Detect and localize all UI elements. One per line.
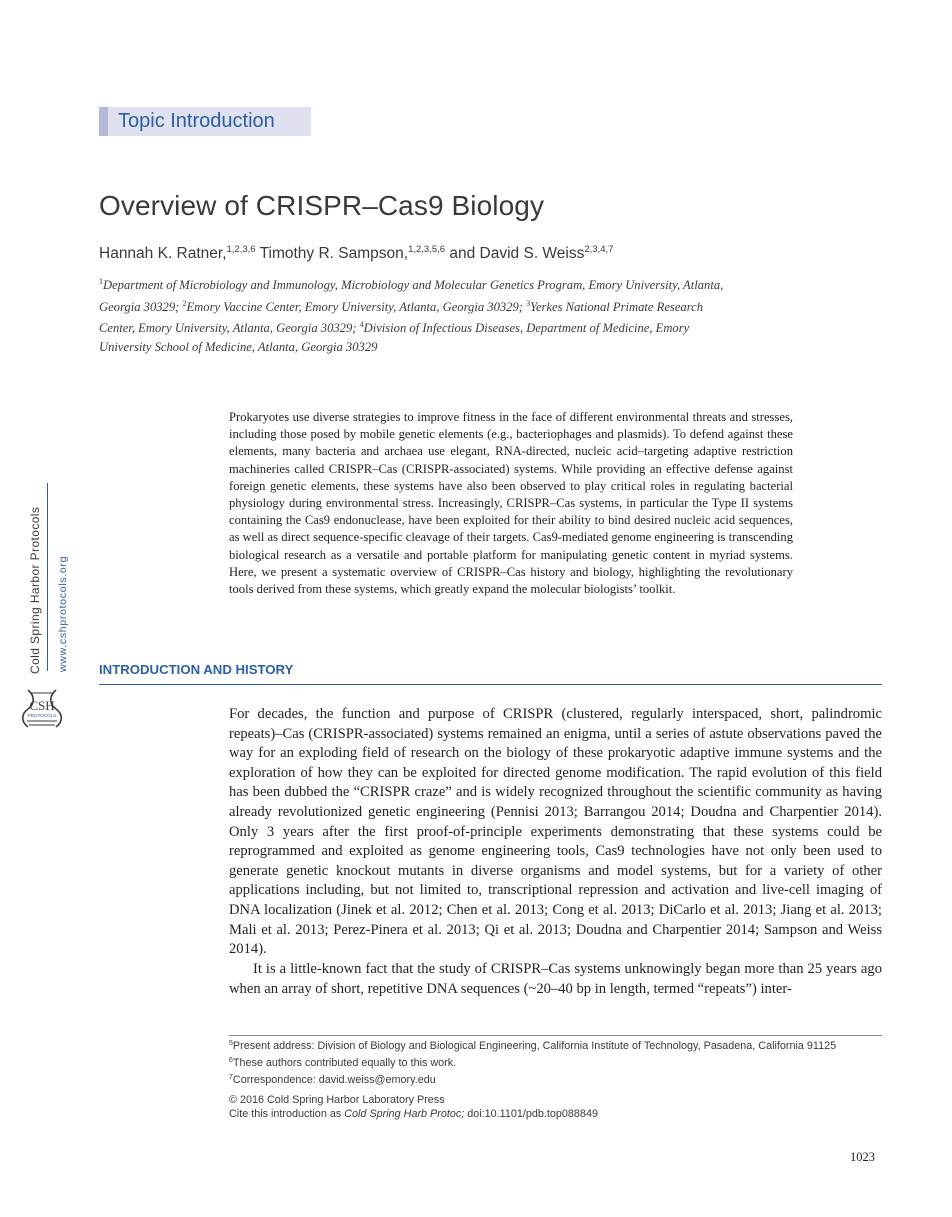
footnote-divider xyxy=(229,1035,882,1036)
affiliation-text: Department of Microbiology and Immunology, Microbiology and Molecular Genetics Program, Emory University, Atlanta, Georgia 30329; xyxy=(99,278,724,314)
footnote-mark: 7 xyxy=(229,1074,233,1081)
author-affiliation-marks: 2,3,4,7 xyxy=(584,244,614,255)
footnote-mark: 5 xyxy=(229,1040,233,1047)
footnote-present-address xyxy=(229,1040,836,1052)
author-name: Hannah K. Ratner, xyxy=(99,245,227,262)
affiliations xyxy=(99,273,739,357)
section-divider xyxy=(99,684,882,685)
affiliation-text: Yerkes National Primate Research Center, Emory University, Atlanta, Georgia 30329; xyxy=(99,299,704,336)
sidebar-journal-url[interactable]: www.cshprotocols.org xyxy=(57,555,69,672)
body-paragraph: For decades, the function and purpose of CRISPR (clustered, regularly interspaced, short, palindromic repeats)–Cas (CRISPR-associated) systems remained an enigma, until a series of astute observations paved the way for an exploding field of research on the biology of these prokaryotic adaptive immune systems and the exploration of how they can be exploited for directed genome modification. The rapid evolution of this field has been dubbed the “CRISPR craze” and is widely recognized throughout the scientific community as having already revolutionized genetic engineering (Pennisi 2013; Barrangou 2014; Doudna and Charpentier 2014). Only 3 years after the first proof-of-principle experiments demonstrating that these systems could be reprogrammed and exploited as genome engineering tools, Cas9 technologies have not only been used to generate genetic knockout mutants in diverse organisms and model systems, but for a variety of other applications including, but not limited to, transcriptional repression and activation and live-cell imaging of DNA localization (Jinek et al. 2012; Chen et al. 2013; Cong et al. 2013; DiCarlo et al. 2013; Jiang et al. 2013; Mali et al. 2013; Perez-Pinera et al. 2013; Qi et al. 2013; Doudna and Charpentier 2014; Sampson and Weiss 2014). xyxy=(229,706,882,958)
body-paragraph: It is a little-known fact that the study of CRISPR–Cas systems unknowingly began more than 25 years ago when an array of short, repetitive DNA sequences (~20–40 bp in length, termed “repeats”) inter- xyxy=(229,961,882,997)
sidebar-divider xyxy=(47,483,48,671)
author-affiliation-marks: 1,2,3,5,6 xyxy=(408,244,446,255)
logo-subtext: PROTOCOLS xyxy=(27,713,57,718)
csh-protocols-logo xyxy=(19,684,65,730)
affiliation-mark: 2 xyxy=(182,298,187,308)
author-name: and David S. Weiss xyxy=(449,245,585,262)
footnote-text: Correspondence: david.weiss@emory.edu xyxy=(232,1074,436,1086)
affiliation-mark: 4 xyxy=(359,320,364,330)
footnote-mark: 6 xyxy=(229,1057,233,1064)
affiliation-mark: 3 xyxy=(526,298,531,308)
citation-prefix: Cite this introduction as xyxy=(229,1108,345,1120)
page-number: 1023 xyxy=(850,1150,875,1164)
citation-line xyxy=(229,1108,598,1120)
footnote-text: Present address: Division of Biology and Biological Engineering, California Institute of Technology, Pasadena, California 91125 xyxy=(232,1040,837,1052)
citation-doi: doi:10.1101/pdb.top088849 xyxy=(464,1108,598,1120)
footnote-equal-contribution xyxy=(229,1057,456,1069)
affiliation-text: Division of Infectious Diseases, Department of Medicine, Emory University School of Medicine, Atlanta, Georgia 30329 xyxy=(99,321,690,355)
affiliation-mark: 1 xyxy=(99,277,103,286)
article-title: Overview of CRISPR–Cas9 Biology xyxy=(99,190,545,221)
topic-banner xyxy=(99,107,311,136)
logo-text: CSH xyxy=(29,698,55,713)
author-list xyxy=(99,244,613,263)
author-name: Timothy R. Sampson, xyxy=(259,245,409,262)
citation-journal: Cold Spring Harb Protoc; xyxy=(344,1108,465,1120)
affiliation-text: Emory Vaccine Center, Emory University, Atlanta, Georgia 30329; xyxy=(186,299,527,314)
copyright-line: © 2016 Cold Spring Harbor Laboratory Press xyxy=(229,1094,445,1106)
footnote-text: These authors contributed equally to this work. xyxy=(232,1057,457,1069)
topic-banner-label: Topic Introduction xyxy=(118,110,275,132)
author-affiliation-marks: 1,2,3,6 xyxy=(226,244,256,255)
footnote-correspondence xyxy=(229,1074,436,1086)
section-heading: INTRODUCTION AND HISTORY xyxy=(99,662,294,677)
abstract: Prokaryotes use diverse strategies to improve fitness in the face of different environmental threats and stresses, including those posed by mobile genetic elements (e.g., bacteriophages and plasmids). To defend against these elements, many bacteria and archaea use elegant, RNA-directed, nucleic acid–targeting adaptive restriction machineries called CRISPR–Cas (CRISPR-associated) systems. While providing an effective defense against foreign genetic elements, these systems have also been observed to play critical roles in regulating bacterial physiology during environmental stress. Increasingly, CRISPR–Cas systems, in particular the Type II systems containing the Cas9 endonuclease, have been exploited for their ability to bind desired nucleic acid sequences, as well as direct sequence-specific cleavage of their targets. Cas9-mediated genome engineering is transcending biological research as a versatile and portable platform for manipulating genetic content in myriad systems. Here, we present a systematic overview of CRISPR–Cas history and biology, highlighting the revolutionary tools derived from these systems, which greatly expand the molecular biologists’ toolkit. xyxy=(229,410,793,597)
sidebar-journal-name: Cold Spring Harbor Protocols xyxy=(28,506,42,674)
